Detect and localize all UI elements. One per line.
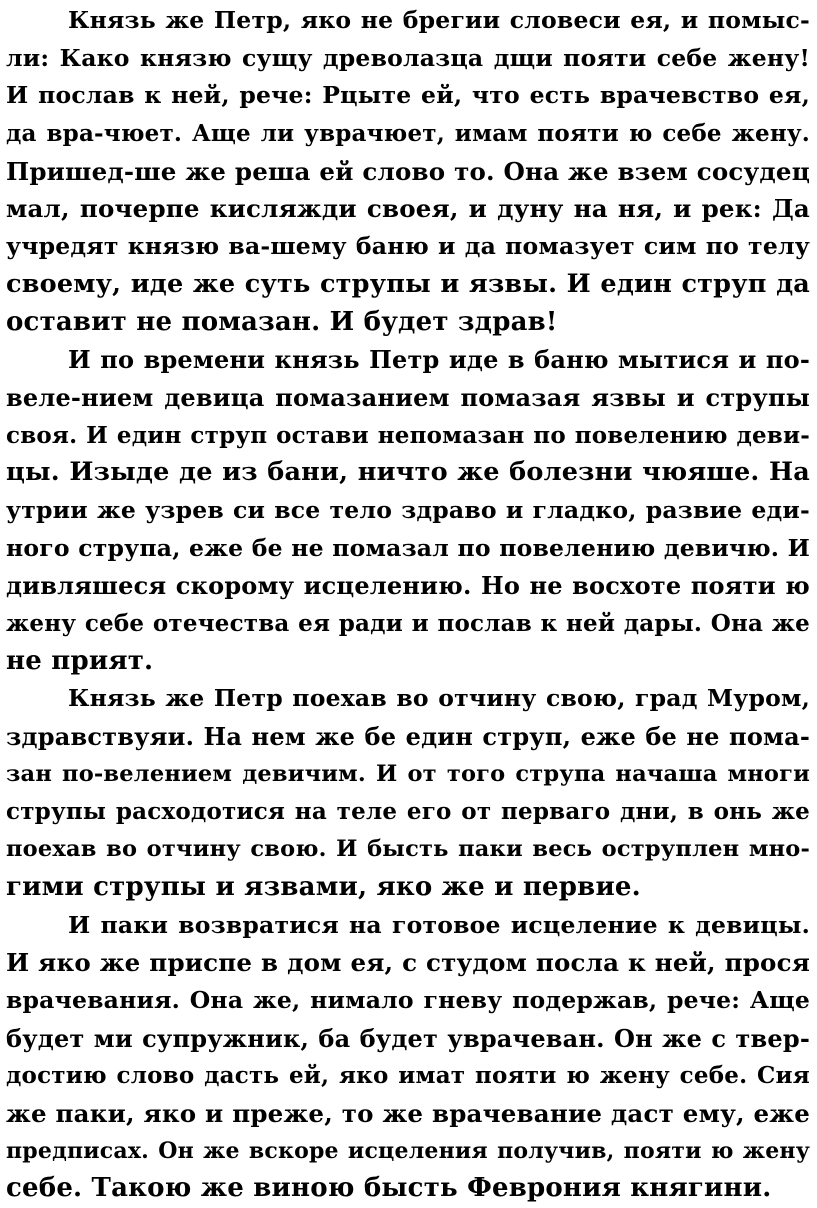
text-line: поехав во отчину свою. И бысть паки весь оструплен мно- xyxy=(6,831,810,869)
text-line: ли: Како князю сущу древолазца дщи пояти себе жену! xyxy=(6,40,810,78)
paragraph-4 xyxy=(6,907,810,1208)
text-line: оставит не помазан. И будет здрав! xyxy=(6,304,810,342)
document-page xyxy=(6,2,810,1208)
text-line: своему, иде же суть струпы и язвы. И един струп да xyxy=(6,266,810,304)
text-line: зан по-велением девичим. И от того струпа начаша многи xyxy=(6,756,810,794)
text-line: врачевания. Она же, нимало гневу подержав, рече: Аще xyxy=(6,982,810,1020)
text-line: струпы расходотися на теле его от перваго дни, в онь же xyxy=(6,793,810,831)
text-line: себе. Такою же виною бысть Феврония княгини. xyxy=(6,1170,810,1208)
text-line: предписах. Он же вскоре исцеления получив, пояти ю жену xyxy=(6,1133,810,1171)
text-line: ного струпа, еже бе не помазал по повелению девичю. И xyxy=(6,530,810,568)
text-line: учредят князю ва-шему баню и да помазует сим по телу xyxy=(6,228,810,266)
text-line: И послав к ней, рече: Рцыте ей, что есть врачевство ея, xyxy=(6,77,810,115)
text-line: И по времени князь Петр иде в баню мытися и по- xyxy=(6,341,810,379)
text-line: утрии же узрев си все тело здраво и гладко, развие еди- xyxy=(6,492,810,530)
paragraph-3 xyxy=(6,680,810,906)
text-line: мал, почерпе кисляжди своея, и дуну на ня, и рек: Да xyxy=(6,190,810,228)
text-line: гими струпы и язвами, яко же и первие. xyxy=(6,869,810,907)
text-line: дивляшеся скорому исцелению. Но не восхоте пояти ю xyxy=(6,567,810,605)
text-line: же паки, яко и преже, то же врачевание даст ему, еже xyxy=(6,1095,810,1133)
text-line: Князь же Петр, яко не брегии словеси ея, и помыс- xyxy=(6,2,810,40)
text-line: будет ми супружник, ба будет уврачеван. Он же с твер- xyxy=(6,1020,810,1058)
text-line: Князь же Петр поехав во отчину свою, град Муром, xyxy=(6,680,810,718)
text-line: цы. Изыде де из бани, ничто же болезни чюяше. На xyxy=(6,454,810,492)
text-line: И паки возвратися на готовое исцеление к девицы. xyxy=(6,907,810,945)
text-line: И яко же приспе в дом ея, с студом посла к ней, прося xyxy=(6,944,810,982)
paragraph-1 xyxy=(6,2,810,341)
text-line: жену себе отечества ея ради и послав к ней дары. Она же xyxy=(6,605,810,643)
text-line: не прият. xyxy=(6,643,810,681)
text-line: достию слово дасть ей, яко имат пояти ю жену себе. Сия xyxy=(6,1057,810,1095)
text-line: веле-нием девица помазанием помазая язвы и струпы xyxy=(6,379,810,417)
text-line: своя. И един струп остави непомазан по повелению деви- xyxy=(6,417,810,455)
text-line: Пришед-ше же реша ей слово то. Она же взем сосудец xyxy=(6,153,810,191)
paragraph-2 xyxy=(6,341,810,680)
text-line: да вра-чюет. Аще ли уврачюет, имам пояти ю себе жену. xyxy=(6,115,810,153)
text-line: здравствуяи. На нем же бе един струп, еже бе не пома- xyxy=(6,718,810,756)
